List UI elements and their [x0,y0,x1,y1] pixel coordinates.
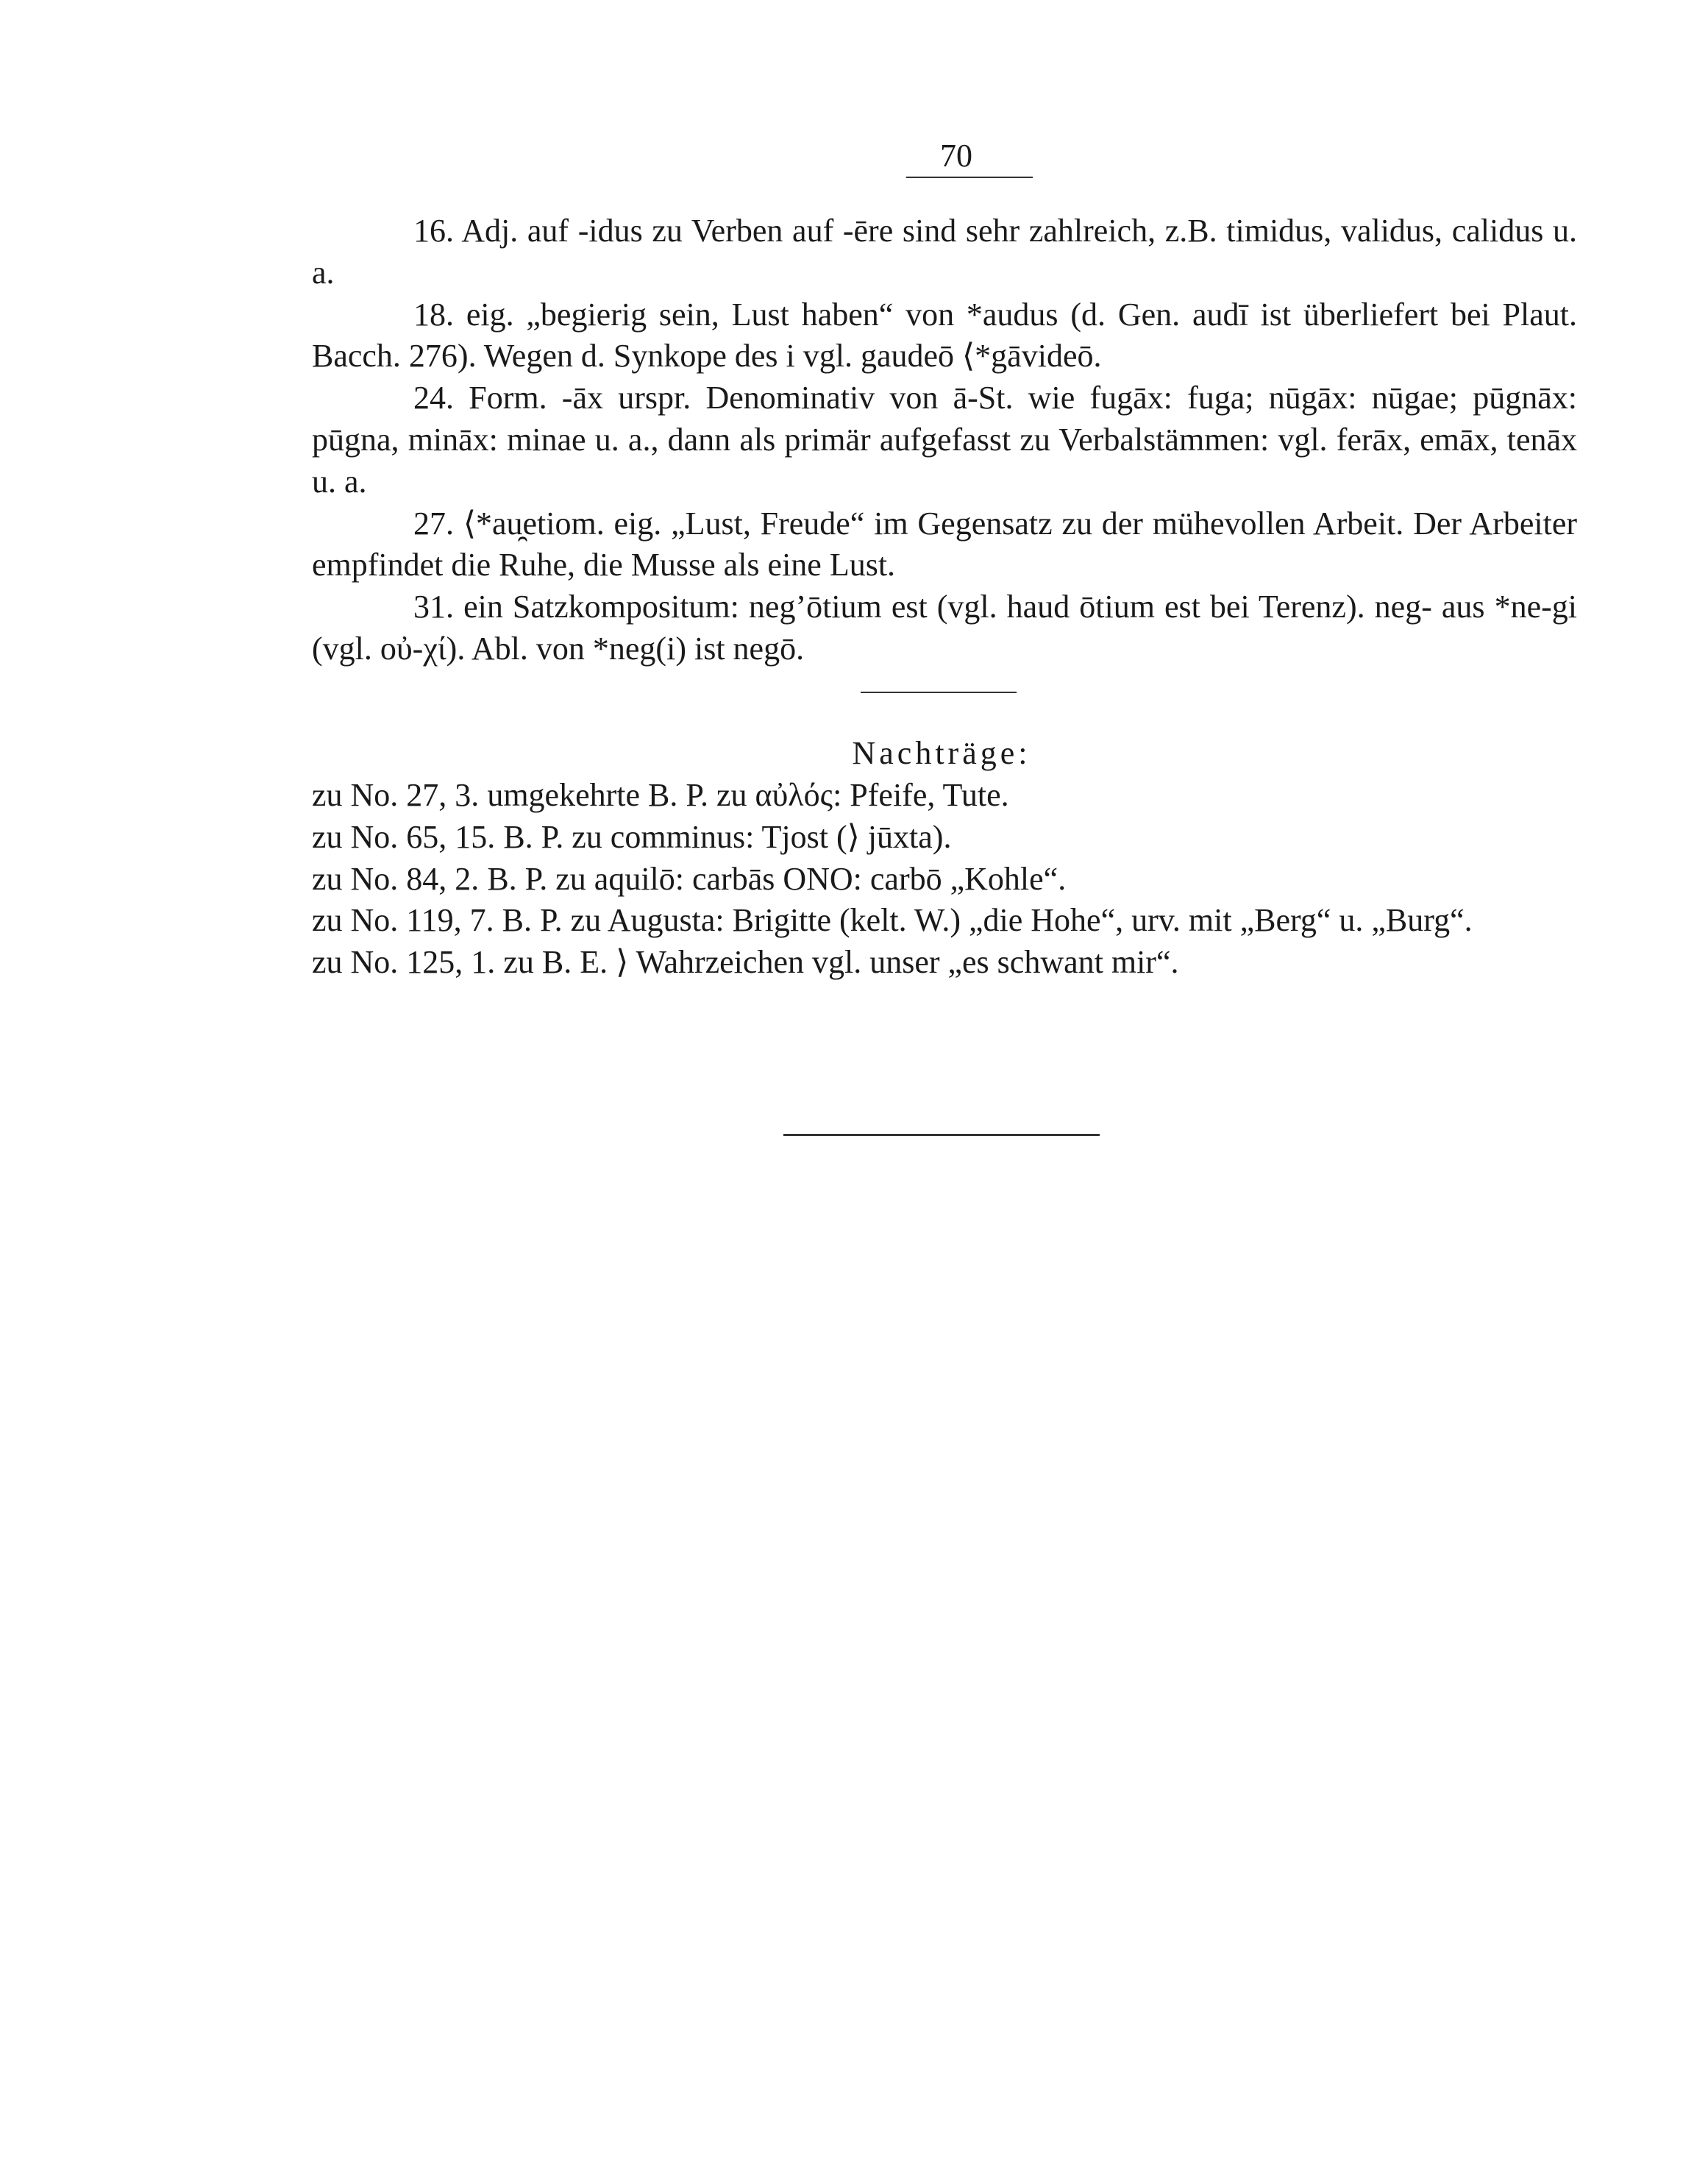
note-text: Adj. auf -idus zu Verben auf -ēre sind sehr zahlreich, z.B. timidus, validus, calidus u. a. [312,213,1577,291]
nachtraege-heading: Nachträge: [852,735,1031,771]
note-number: 31. [413,589,454,625]
addendum-text: B. P. zu Augusta: Brigitte (kelt. W.) „die Hohe“, urv. mit „Berg“ u. „Burg“. [502,902,1473,939]
note-16 [312,210,1577,294]
note-number: 27. [413,505,454,542]
addendum-text: B. P. zu aquilō: carbās ONO: carbō „Kohle“. [487,860,1067,897]
addendum-item [312,900,1592,942]
nachtraege-list [312,775,1592,984]
note-number: 16. [413,213,454,249]
note-text: eig. „begierig sein, Lust haben“ von *audus (d. Gen. audī ist überliefert bei Plaut. Bacch. 276). Wegen d. Synkope des i vgl. gaudeō ⟨*gāvideō. [312,296,1577,375]
addendum-item [312,775,1592,817]
header-rule [906,177,1033,178]
page-number: 70 [940,138,972,174]
note-text: ⟨*au̯etiom. eig. „Lust, Freude“ im Gegensatz zu der mühevollen Arbeit. Der Arbeiter empfindet die Ruhe, die Musse als eine Lust. [312,505,1577,583]
addendum-ref: zu No. 125, 1. [312,944,496,981]
end-rule [783,1134,1100,1136]
note-number: 24. [413,380,454,416]
note-31 [312,586,1577,670]
addendum-item [312,859,1592,901]
addendum-item [312,942,1592,984]
addendum-ref: zu No. 119, 7. [312,902,494,939]
addendum-text: umgekehrte B. P. zu αὐλός: Pfeife, Tute. [487,777,1009,813]
note-18 [312,294,1577,378]
note-text: Form. -āx urspr. Denominativ von ā-St. wie fugāx: fuga; nūgāx: nūgae; pūgnāx: pūgna, mināx: minae u. a., dann als primär aufgefasst zu Verbalstämmen: vgl. ferāx, emāx, tenāx u. a. [312,380,1577,500]
addendum-text: zu B. E. ⟩ Wahrzeichen vgl. unser „es schwant mir“. [503,944,1179,981]
section-divider [861,692,1017,693]
note-24 [312,377,1577,503]
addendum-ref: zu No. 65, 15. [312,818,496,855]
note-number: 18. [413,296,454,333]
addendum-ref: zu No. 84, 2. [312,860,480,897]
addendum-text: B. P. zu comminus: Tjost (⟩ jūxta). [503,818,952,855]
commentary-body [312,210,1577,670]
note-text: ein Satzkompositum: neg’ōtium est (vgl. haud ōtium est bei Terenz). neg- aus *ne-gi (vgl. οὐ-χί). Abl. von *neg(i) ist negō. [312,589,1578,667]
addendum-ref: zu No. 27, 3. [312,777,480,813]
addendum-item [312,817,1592,859]
note-27 [312,503,1577,587]
